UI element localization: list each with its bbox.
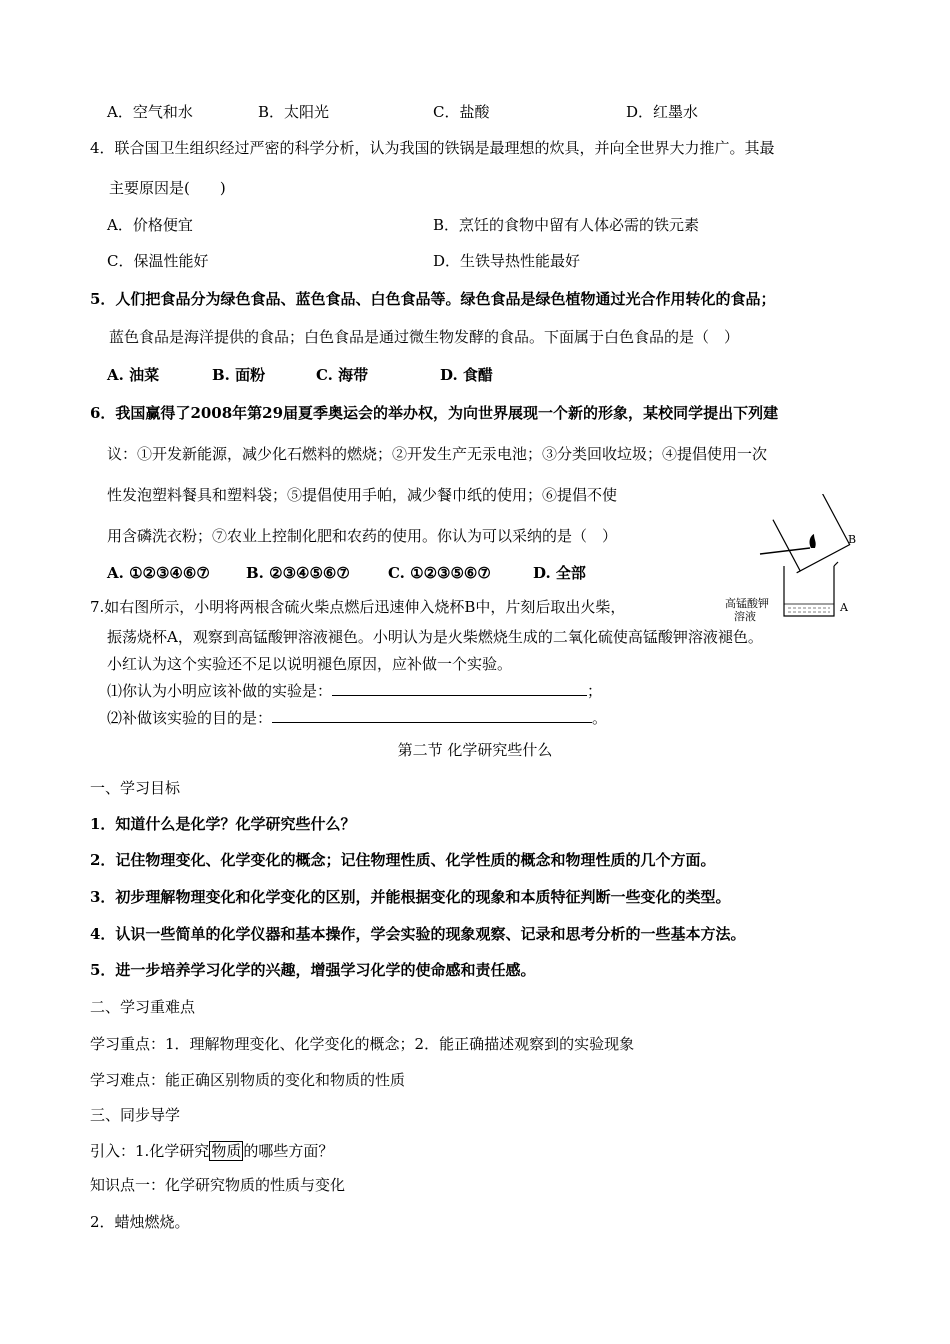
q7-sub2-answer-blank[interactable]	[272, 708, 592, 723]
q4-option-d: D．生铁导热性能最好	[433, 252, 581, 270]
intro-prefix: 引入：1.化学研究	[90, 1142, 210, 1160]
q7-sub1-answer-blank[interactable]	[332, 681, 587, 696]
q5-stem-line1: 5．人们把食品分为绿色食品、蓝色食品、白色食品等。绿色食品是绿色植物通过光合作用转化的食品；	[90, 290, 776, 308]
label-a: A	[840, 601, 848, 614]
goal-item: 4．认识一些简单的化学仪器和基本操作，学会实验的现象观察、记录和思考分析的一些基本方法。	[90, 925, 746, 943]
intro-boxed-word: 物质	[211, 1142, 242, 1160]
key-points: 学习重点：1．理解物理变化、化学变化的概念；2．能正确描述观察到的实验现象	[90, 1035, 635, 1053]
label-b: B	[848, 533, 857, 546]
knowledge-point-1: 知识点一：化学研究物质的性质与变化	[90, 1176, 346, 1194]
heading-learning-goals: 一、学习目标	[90, 779, 181, 797]
q7-sub1-prompt: ⑴你认为小明应该补做的实验是：	[107, 682, 333, 700]
q4-option-b: B．烹饪的食物中留有人体必需的铁元素	[433, 216, 700, 234]
experiment-figure	[722, 494, 862, 624]
section-title: 第二节 化学研究些什么	[397, 741, 553, 759]
beaker-b	[769, 494, 849, 573]
item-candle-burning: 2．蜡烛燃烧。	[90, 1213, 190, 1231]
label-solution-1: 高锰酸钾	[725, 597, 769, 610]
flame	[810, 534, 816, 548]
q7-stem-line3: 小红认为这个实验还不足以说明褪色原因，应补做一个实验。	[107, 655, 513, 673]
q7-sub2	[107, 708, 607, 728]
q5-option-c: C. 海带	[316, 366, 369, 384]
q3-option-a: A．空气和水	[107, 103, 193, 121]
q5-option-d: D. 食醋	[440, 366, 493, 384]
q7-stem-line2: 振荡烧杯A，观察到高锰酸钾溶液褪色。小明认为是火柴燃烧生成的二氧化硫使高锰酸钾溶液褪色。	[107, 628, 763, 646]
q6-stem-line1: 6．我国赢得了2008年第29届夏季奥运会的举办权，为向世界展现一个新的形象，某校同学提出下列建	[90, 404, 779, 422]
beaker-a	[784, 562, 838, 616]
difficulty-points: 学习难点：能正确区别物质的变化和物质的性质	[90, 1071, 406, 1089]
q7-sub2-prompt: ⑵补做该实验的目的是：	[107, 709, 273, 727]
q6-option-b: B. ②③④⑤⑥⑦	[246, 564, 350, 582]
q6-option-c: C. ①②③⑤⑥⑦	[388, 564, 491, 582]
q7-sub1-suffix: ；	[587, 682, 603, 700]
q6-option-d: D. 全部	[533, 564, 586, 582]
intro-line	[90, 1141, 333, 1161]
q7-sub2-suffix: 。	[592, 709, 608, 727]
q5-option-a: A. 油菜	[107, 366, 160, 384]
q6-stem-line3: 性发泡塑料餐具和塑料袋；⑤提倡使用手帕，减少餐巾纸的使用；⑥提倡不使	[107, 486, 618, 504]
q5-stem-line2: 蓝色食品是海洋提供的食品；白色食品是通过微生物发酵的食品。下面属于白色食品的是（ ）	[109, 328, 740, 346]
goal-item: 2．记住物理变化、化学变化的概念；记住物理性质、化学性质的概念和物理性质的几个方面。	[90, 851, 716, 869]
q4-stem-line1: 4．联合国卫生组织经过严密的科学分析，认为我国的铁锅是最理想的炊具，并向全世界大力推广。其最	[90, 139, 775, 157]
q3-option-b: B．太阳光	[258, 103, 330, 121]
q5-option-b: B. 面粉	[212, 366, 266, 384]
q3-option-d: D．红墨水	[626, 103, 699, 121]
q4-option-a: A．价格便宜	[107, 216, 193, 234]
label-solution-2: 溶液	[734, 610, 756, 623]
q4-option-c: C．保温性能好	[107, 252, 209, 270]
heading-key-difficult: 二、学习重难点	[90, 998, 196, 1016]
q4-stem-line2: 主要原因是( )	[109, 179, 226, 197]
q6-option-a: A. ①②③④⑥⑦	[107, 564, 210, 582]
match-stick	[760, 548, 810, 554]
q3-option-c: C．盐酸	[433, 103, 490, 121]
goal-item: 5．进一步培养学习化学的兴趣，增强学习化学的使命感和责任感。	[90, 961, 536, 979]
q6-stem-line4: 用含磷洗衣粉；⑦农业上控制化肥和农药的使用。你认为可以采纳的是（ ）	[107, 527, 618, 545]
q6-stem-line2: 议：①开发新能源，减少化石燃料的燃烧；②开发生产无汞电池；③分类回收垃圾；④提倡使用一次	[107, 445, 768, 463]
q7-sub1	[107, 681, 602, 701]
q7-stem-line1: 7.如右图所示，小明将两根含硫火柴点燃后迅速伸入烧杯B中，片刻后取出火柴，	[90, 598, 626, 616]
heading-guided-study: 三、同步导学	[90, 1106, 181, 1124]
intro-suffix: 的哪些方面？	[243, 1142, 334, 1160]
goal-item: 3．初步理解物理变化和化学变化的区别，并能根据变化的现象和本质特征判断一些变化的类型。	[90, 888, 731, 906]
goal-item: 1．知道什么是化学？化学研究些什么？	[90, 815, 356, 833]
